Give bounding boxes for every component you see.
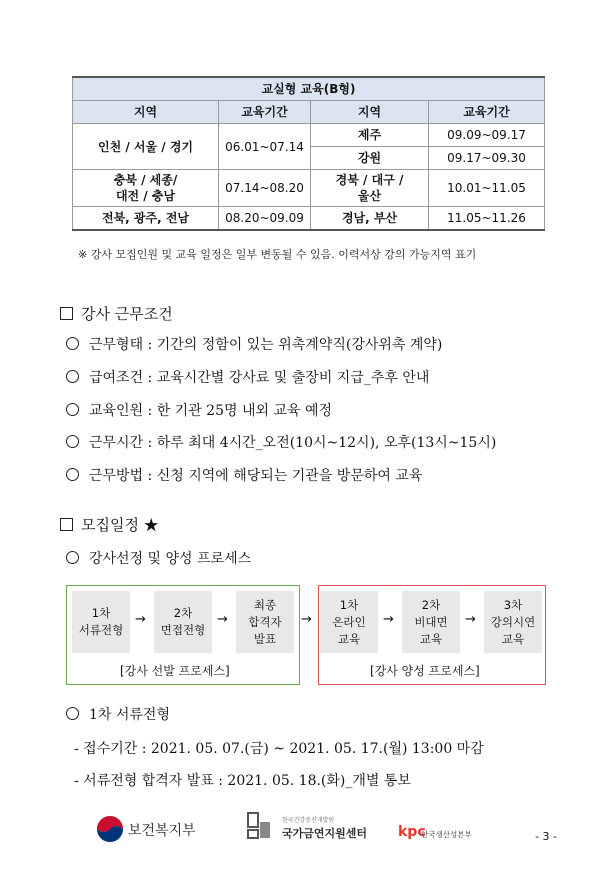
arrow-right-icon: → — [217, 612, 228, 627]
training-process-label: [강사 양성 프로세스] — [370, 664, 480, 678]
region-cell — [311, 170, 429, 207]
kpc-logo-mark: kpc — [398, 824, 426, 840]
section-title: 모집일정 ★ — [81, 516, 159, 534]
region-cell: 경남, 부산 — [311, 207, 429, 231]
result-announcement: - 서류전형 합격자 발표 : 2021. 05. 18.(화)_개별 통보 — [74, 773, 411, 789]
period-cell: 09.17~09.30 — [429, 147, 545, 170]
region-cell: 제주 — [311, 124, 429, 147]
condition-text: 급여조건 : 교육시간별 강사료 및 출장비 지급_추후 안내 — [89, 370, 430, 386]
kpc-logo-text: 한국생산성본부 — [421, 830, 472, 839]
condition-item — [66, 465, 422, 485]
condition-item — [66, 432, 496, 452]
period-cell: 11.05~11.26 — [429, 207, 545, 231]
condition-text: 근무방법 : 신청 지역에 해당되는 기관을 방문하여 교육 — [89, 468, 423, 484]
center-logo-text: 국가금연지원센터 — [282, 827, 368, 840]
step-document-screening: 1차 서류전형 — [72, 591, 130, 653]
table-caption: 교실형 교육(B형) — [73, 77, 545, 101]
center-logo-subtext: 한국건강증진개발원 — [282, 817, 335, 824]
arrow-right-icon: → — [135, 612, 146, 627]
period-cell: 08.20~09.09 — [219, 207, 311, 231]
schedule-table — [72, 76, 545, 231]
section-heading-schedule — [60, 514, 159, 535]
circle-bullet-icon — [66, 337, 79, 350]
period-cell: 06.01~07.14 — [219, 124, 311, 170]
period-cell: 09.09~09.17 — [429, 124, 545, 147]
region-cell: 인천 / 서울 / 경기 — [73, 124, 219, 170]
condition-item — [66, 334, 442, 354]
arrow-right-icon: → — [301, 612, 312, 627]
condition-item — [66, 367, 429, 387]
region-cell — [73, 170, 219, 207]
application-period: - 접수기간 : 2021. 05. 07.(금) ~ 2021. 05. 17.(월) 13:00 마감 — [74, 741, 484, 757]
circle-bullet-icon — [66, 707, 79, 720]
step-online-training: 1차 온라인 교육 — [320, 591, 378, 653]
region-line: 경북 / 대구 / — [335, 173, 404, 187]
circle-bullet-icon — [66, 370, 79, 383]
page-number: - 3 - — [535, 830, 557, 843]
period-cell: 07.14~08.20 — [219, 170, 311, 207]
condition-text: 근무형태 : 기간의 정함이 있는 위촉계약직(강사위촉 계약) — [89, 337, 443, 353]
section-heading-conditions — [60, 303, 173, 324]
region-cell: 강원 — [311, 147, 429, 170]
step-final-announcement: 최종 합격자 발표 — [236, 591, 294, 653]
step-interview: 2차 면접전형 — [154, 591, 212, 653]
document-screening-title: 1차 서류전형 — [89, 707, 170, 723]
condition-text: 근무시간 : 하루 최대 4시간_오전(10시~12시), 오후(13시~15시) — [89, 435, 497, 451]
document-screening-heading — [66, 704, 170, 724]
step-demo-lecture: 3차 강의시연 교육 — [484, 591, 542, 653]
selection-process-label: [강사 선발 프로세스] — [120, 664, 230, 678]
condition-item — [66, 400, 332, 420]
circle-bullet-icon — [66, 551, 79, 564]
table-note: ※ 강사 모집인원 및 교육 일정은 일부 변동될 수 있음. 이력서상 강의 가능지역 표기 — [78, 248, 477, 261]
region-line: 대전 / 충남 — [115, 189, 176, 203]
condition-text: 교육인원 : 한 기관 25명 내외 교육 예정 — [89, 403, 333, 419]
process-title: 강사선정 및 양성 프로세스 — [89, 551, 252, 567]
step-remote-training: 2차 비대면 교육 — [402, 591, 460, 653]
arrow-right-icon: → — [383, 612, 394, 627]
region-line: 충북 / 세종/ — [113, 173, 178, 187]
process-heading — [66, 548, 251, 568]
government-emblem-icon — [96, 815, 124, 843]
circle-bullet-icon — [66, 403, 79, 416]
region-line: 울산 — [357, 189, 382, 203]
header-period: 교육기간 — [429, 101, 545, 124]
region-cell: 전북, 광주, 전남 — [73, 207, 219, 231]
square-bullet-icon — [60, 307, 73, 320]
header-period: 교육기간 — [219, 101, 311, 124]
square-bullet-icon — [60, 518, 73, 531]
center-logo-icon — [247, 812, 273, 842]
circle-bullet-icon — [66, 435, 79, 448]
period-cell: 10.01~11.05 — [429, 170, 545, 207]
header-region: 지역 — [73, 101, 219, 124]
arrow-right-icon: → — [465, 612, 476, 627]
section-title: 강사 근무조건 — [81, 305, 173, 323]
header-region: 지역 — [311, 101, 429, 124]
circle-bullet-icon — [66, 468, 79, 481]
ministry-logo-text: 보건복지부 — [128, 823, 196, 839]
